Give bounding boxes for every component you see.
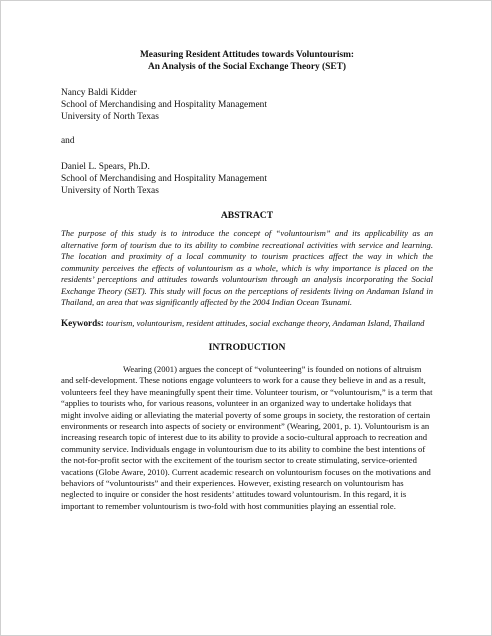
author-university: University of North Texas — [61, 112, 159, 122]
keywords-label: Keywords: — [61, 317, 104, 328]
author-block-2 — [61, 161, 433, 197]
abstract-heading: ABSTRACT — [220, 210, 274, 221]
title-line-2: An Analysis of the Social Exchange Theory (SET) — [147, 62, 347, 72]
author-name: Daniel L. Spears, Ph.D. — [61, 162, 150, 172]
keywords-line — [61, 318, 433, 330]
introduction-paragraph: Wearing (2001) argues the concept of “volunteering” is founded on notions of altruism and self-development. These notions engage volunteers to work for a cause they believe in and as a result, volunteers feel they have meaningfully spent their time. Volunteer tourism, or “voluntourism,” is a term that “applies to tourists who, for various reasons, volunteer in an organized way to undertake holidays that might involve aiding or alleviating the material poverty of some groups in society, the restoration of certain environments or research into aspects of society or environment” (Wearing, 2001, p. 1). Voluntourism is an increasing research topic of interest due to its ability to provide a socio-cultural approach to recreation and community service. Individuals engage in voluntourism due to its ability to combine the best intentions of the not-for-profit sector with the excitement of the tourism sector to create stimulating, service-oriented vacations (Globe Aware, 2010). Current academic research on voluntourism focuses on the motivations and behaviors of “voluntourists” and their experiences. However, existing research on voluntourism has neglected to inquire or consider the host residents’ attitudes toward voluntourism. In this regard, it is important to remember voluntourism is two-fold with host communities playing an essential role. — [61, 364, 433, 511]
abstract-text: The purpose of this study is to introduce the concept of “voluntourism” and its applicability as an alternative form of tourism due to its ability to combine recreational activities with service and learning. The location and proximity of a local community to tourism practices affect the way in which the community perceives the effects of voluntourism as a whole, which is why importance is placed on the residents’ perceptions and attitudes towards voluntourism through an analysis incorporating the Social Exchange Theory (SET). This study will focus on the perceptions of residents living on Andaman Island in Thailand, an area that was significantly affected by the 2004 Indian Ocean Tsunami. — [61, 228, 433, 307]
keywords-text: tourism, voluntourism, resident attitudes, social exchange theory, Andaman Island, Thailand — [103, 317, 425, 328]
author-school: School of Merchandising and Hospitality Management — [61, 174, 267, 184]
author-conjunction: and — [61, 136, 75, 146]
author-school: School of Merchandising and Hospitality Management — [61, 100, 267, 110]
introduction-heading: INTRODUCTION — [208, 342, 286, 353]
paper-title — [61, 49, 433, 73]
author-name: Nancy Baldi Kidder — [61, 88, 137, 98]
page-content — [61, 49, 433, 512]
author-university: University of North Texas — [61, 186, 159, 196]
author-block-1 — [61, 87, 433, 123]
title-line-1: Measuring Resident Attitudes towards Voluntourism: — [139, 50, 355, 60]
